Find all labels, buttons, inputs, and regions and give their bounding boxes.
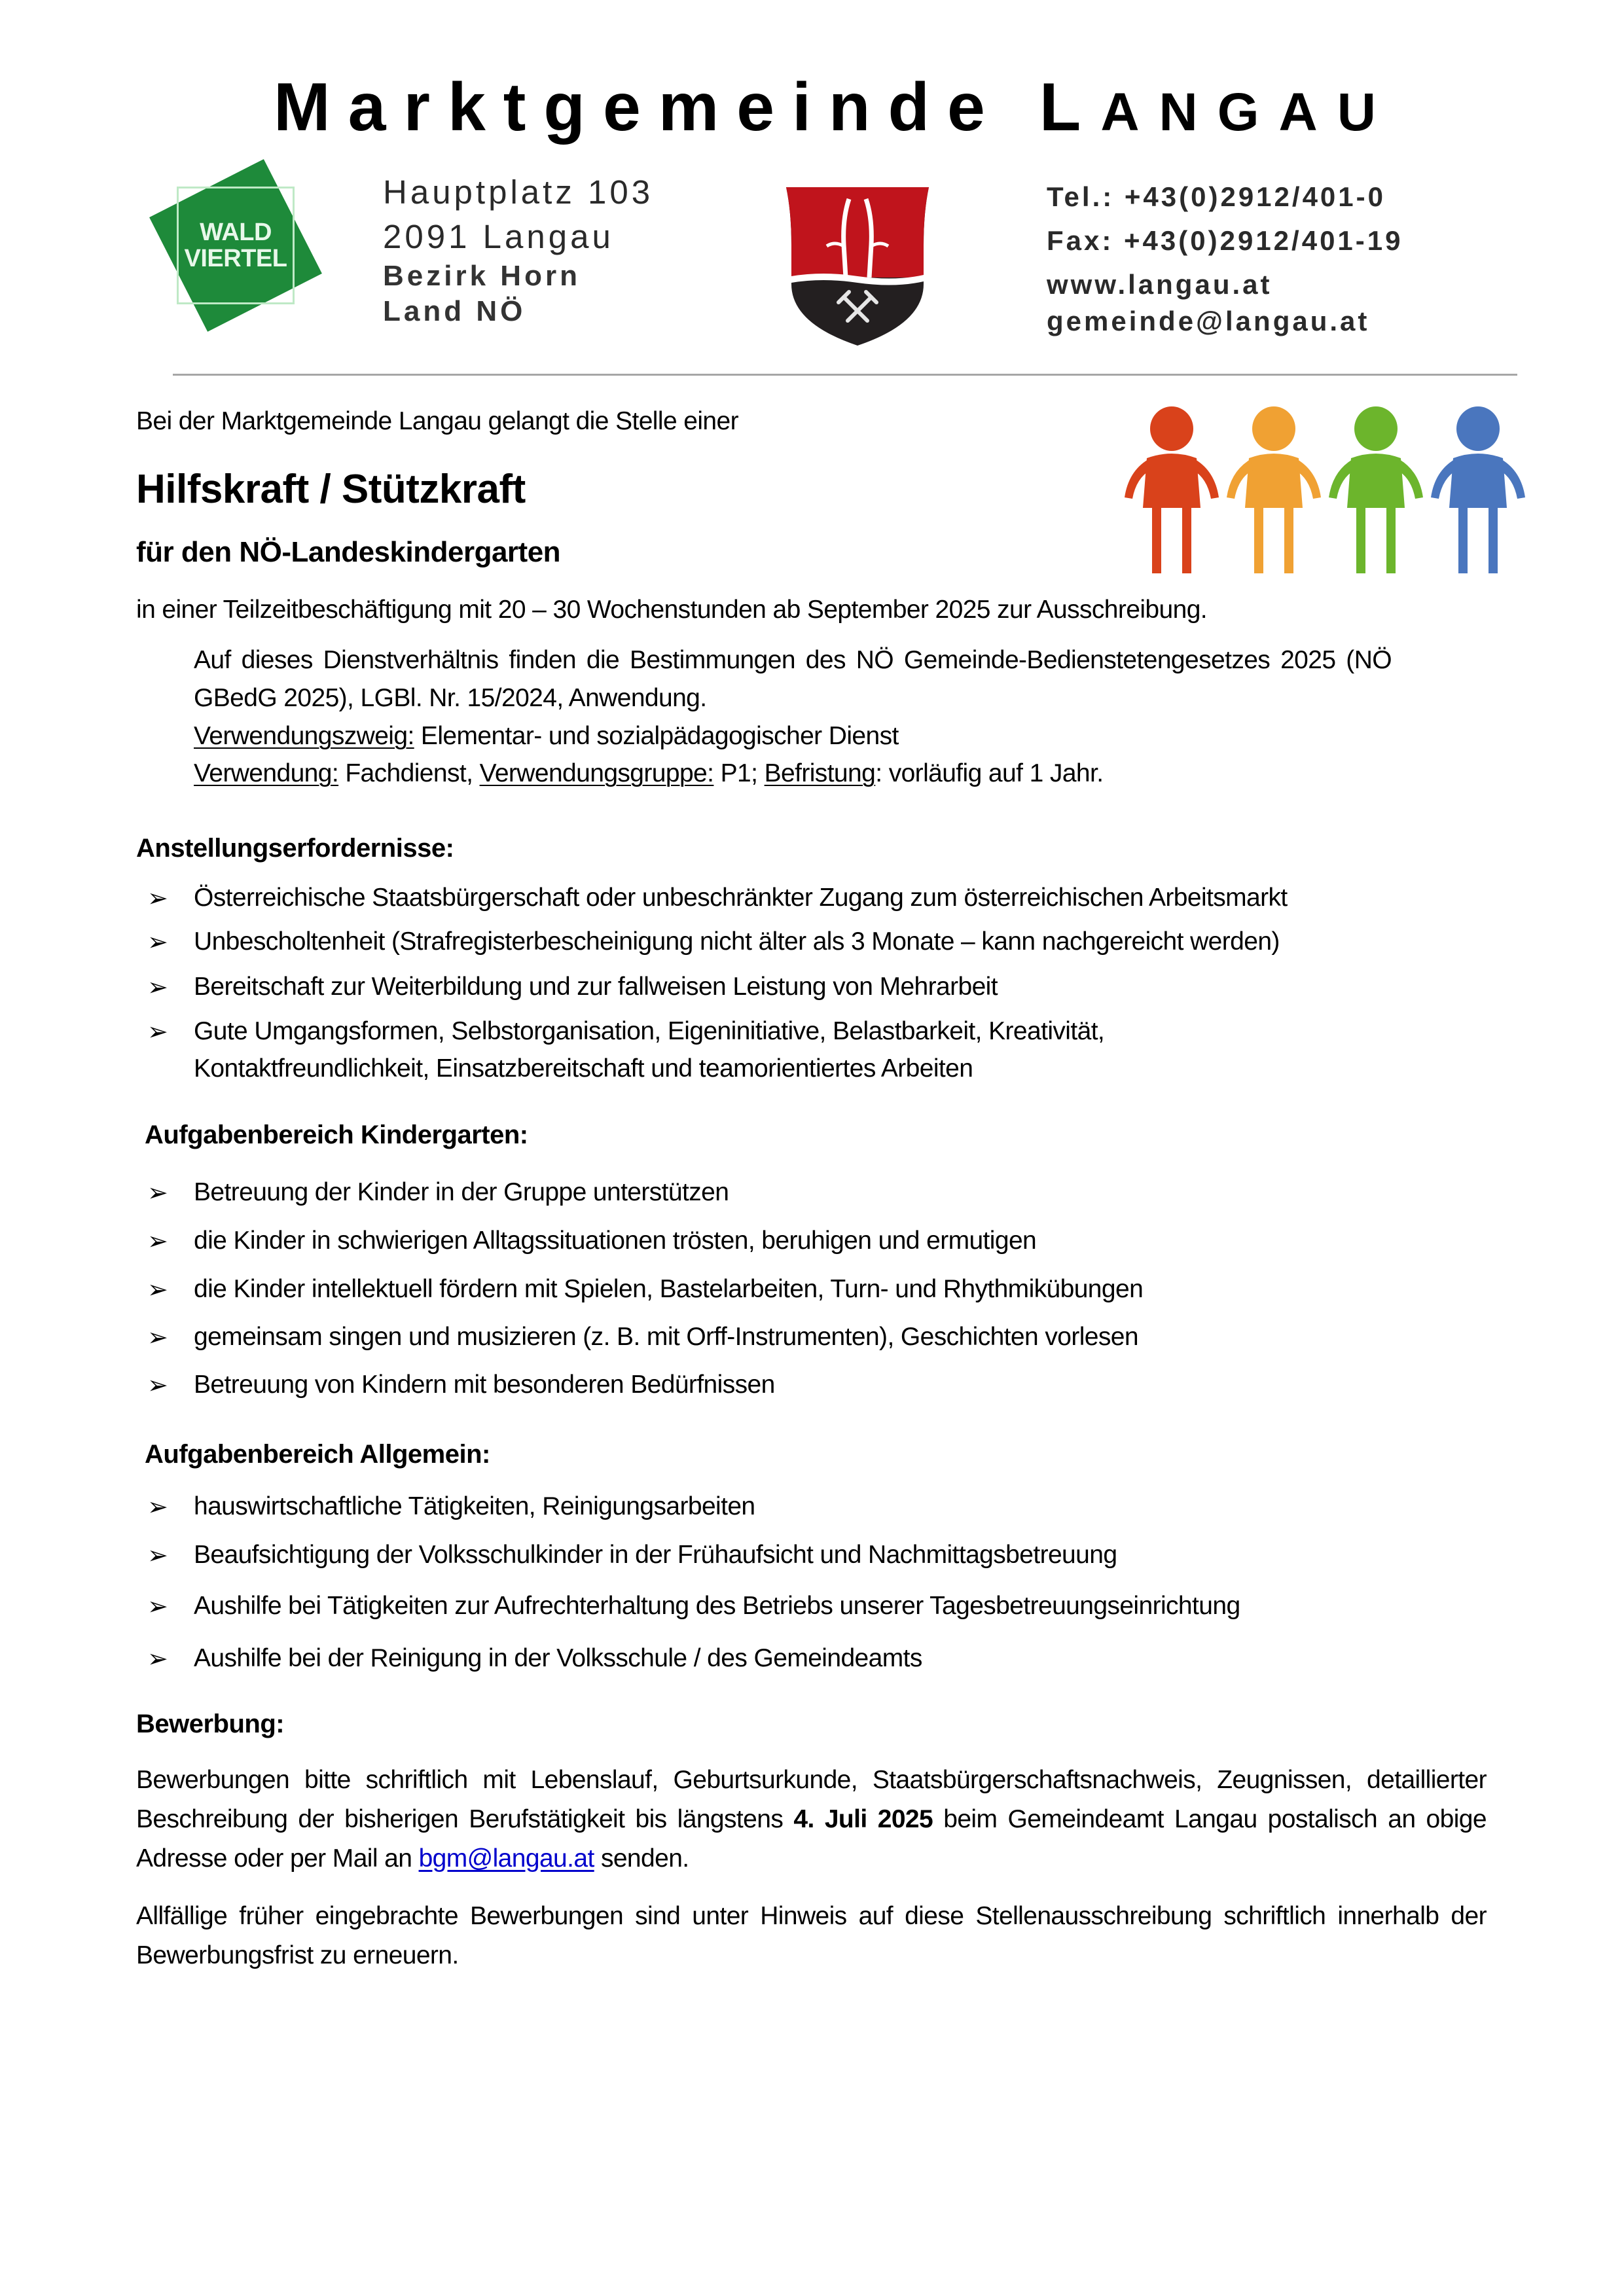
contact-fax: Fax: +43(0)2912/401-19: [1047, 225, 1403, 256]
list-item-continuation: Kontaktfreundlichkeit, Einsatzbereitschaft und teamorientiertes Arbeiten: [194, 1054, 973, 1083]
arrowhead-bullet-icon: ➢: [147, 929, 168, 956]
arrowhead-bullet-icon: ➢: [147, 885, 168, 912]
arrowhead-bullet-icon: ➢: [147, 1494, 168, 1521]
list-item: Betreuung von Kindern mit besonderen Bedürfnissen: [194, 1371, 775, 1399]
verwendung-value: Fachdienst,: [338, 759, 480, 787]
gruppe-value: P1;: [713, 759, 765, 787]
arrowhead-bullet-icon: ➢: [147, 974, 168, 1001]
legal-zweig: [194, 717, 1392, 755]
title-place: LANGAU: [1039, 69, 1396, 145]
contact-web[interactable]: www.langau.at: [1047, 269, 1272, 300]
list-item: Beaufsichtigung der Volksschulkinder in der Frühaufsicht und Nachmittagsbetreuung: [194, 1541, 1117, 1569]
arrowhead-bullet-icon: ➢: [147, 1179, 168, 1207]
list-item: gemeinsam singen und musizieren (z. B. mit Orff-Instrumenten), Geschichten vorlesen: [194, 1323, 1138, 1351]
list-item: Österreichische Staatsbürgerschaft oder unbeschränkter Zugang zum österreichischen Arbeitsmarkt: [194, 884, 1288, 912]
section-heading-kindergarten: Aufgabenbereich Kindergarten:: [145, 1121, 528, 1149]
list-item: Betreuung der Kinder in der Gruppe unterstützen: [194, 1178, 729, 1206]
gruppe-label: Verwendungsgruppe:: [479, 759, 714, 787]
application-text-3: senden.: [594, 1844, 689, 1873]
zweig-label: Verwendungszweig:: [194, 722, 414, 750]
contact-tel: Tel.: +43(0)2912/401-0: [1047, 181, 1386, 212]
arrowhead-bullet-icon: ➢: [147, 1276, 168, 1304]
address-city: 2091 Langau: [383, 218, 614, 255]
befristung-value: : vorläufig auf 1 Jahr.: [875, 759, 1104, 787]
child-figure-icon: [1329, 406, 1423, 573]
list-item: Bereitschaft zur Weiterbildung und zur fallweisen Leistung von Mehrarbeit: [194, 973, 998, 1001]
section-heading-requirements: Anstellungserfordernisse:: [136, 834, 454, 863]
section-heading-general: Aufgabenbereich Allgemein:: [145, 1440, 490, 1469]
address-street: Hauptplatz 103: [383, 173, 654, 211]
arrowhead-bullet-icon: ➢: [147, 1593, 168, 1621]
section-heading-application: Bewerbung:: [136, 1710, 285, 1738]
children-holding-hands-icon: [1121, 406, 1530, 577]
list-item: hauswirtschaftliche Tätigkeiten, Reinigungsarbeiten: [194, 1492, 755, 1520]
intro-text: Bei der Marktgemeinde Langau gelangt die Stelle einer: [136, 407, 738, 435]
verwendung-label: Verwendung:: [194, 759, 339, 787]
renewal-paragraph: Allfällige früher eingebrachte Bewerbungen sind unter Hinweis auf diese Stellenausschreibung schriftlich innerhalb der Bewerbungsfrist zu erneuern.: [136, 1902, 1487, 1969]
employment-text: in einer Teilzeitbeschäftigung mit 20 – 30 Wochenstunden ab September 2025 zur Ausschreibung.: [136, 596, 1208, 624]
logo-line-1: WALD: [200, 219, 272, 246]
list-item: die Kinder in schwierigen Alltagssituationen trösten, beruhigen und ermutigen: [194, 1227, 1037, 1255]
child-figure-icon: [1227, 406, 1321, 573]
application-text-1: Bewerbungen bitte schriftlich mit Lebenslauf, Geburtsurkunde, Staatsbürgerschaftsnachweis, Zeugnissen, detaillierter Beschreibung der bisherigen Berufstätigkeit bis längstens: [136, 1766, 1487, 1833]
contact-block: [1047, 183, 1403, 335]
list-item: Unbescholtenheit (Strafregisterbescheinigung nicht älter als 3 Monate – kann nachgereicht werden): [194, 927, 1280, 956]
address-block: [383, 175, 653, 326]
address-district: Bezirk Horn: [383, 260, 581, 292]
address-state: Land NÖ: [383, 295, 526, 327]
arrowhead-bullet-icon: ➢: [147, 1324, 168, 1352]
child-figure-icon: [1125, 406, 1219, 573]
contact-email[interactable]: gemeinde@langau.at: [1047, 306, 1370, 336]
application-email-link[interactable]: bgm@langau.at: [418, 1844, 594, 1873]
arrowhead-bullet-icon: ➢: [147, 1018, 168, 1046]
legal-verwendung: [194, 755, 1392, 792]
arrowhead-bullet-icon: ➢: [147, 1228, 168, 1255]
child-figure-icon: [1431, 406, 1525, 573]
job-subtitle: für den NÖ-Landeskindergarten: [136, 536, 561, 568]
application-paragraph: [136, 1761, 1487, 1878]
arrowhead-bullet-icon: ➢: [147, 1645, 168, 1673]
title-main: Marktgemeinde: [274, 69, 1003, 145]
municipality-title: [274, 69, 1396, 145]
legal-block: [194, 641, 1392, 792]
header-divider: [173, 374, 1517, 376]
list-item: Aushilfe bei Tätigkeiten zur Aufrechterhaltung des Betriebs unserer Tagesbetreuungseinrichtung: [194, 1592, 1240, 1620]
job-title: Hilfskraft / Stützkraft: [136, 467, 526, 512]
list-item: Aushilfe bei der Reinigung in der Volksschule / des Gemeindeamts: [194, 1644, 922, 1672]
coat-of-arms-icon: [784, 186, 931, 347]
list-item: die Kinder intellektuell fördern mit Spielen, Bastelarbeiten, Turn- und Rhythmikübungen: [194, 1275, 1144, 1303]
waldviertel-logo: [149, 159, 322, 332]
arrowhead-bullet-icon: ➢: [147, 1372, 168, 1399]
arrowhead-bullet-icon: ➢: [147, 1542, 168, 1570]
application-text-2: beim Gemeindeamt Langau postalisch an obige Adresse oder per Mail an: [136, 1805, 1487, 1873]
befristung-label: Befristung: [764, 759, 876, 787]
logo-line-2: VIERTEL: [184, 245, 287, 272]
application-deadline: 4. Juli 2025: [793, 1805, 933, 1833]
list-item: Gute Umgangsformen, Selbstorganisation, Eigeninitiative, Belastbarkeit, Kreativität,: [194, 1017, 1105, 1045]
legal-text: Auf dieses Dienstverhältnis finden die Bestimmungen des NÖ Gemeinde-Bedienstetengesetzes 2025 (NÖ GBedG 2025), LGBl. Nr. 15/2024, Anwendung.: [194, 646, 1392, 712]
zweig-value: Elementar- und sozialpädagogischer Dienst: [414, 722, 899, 750]
